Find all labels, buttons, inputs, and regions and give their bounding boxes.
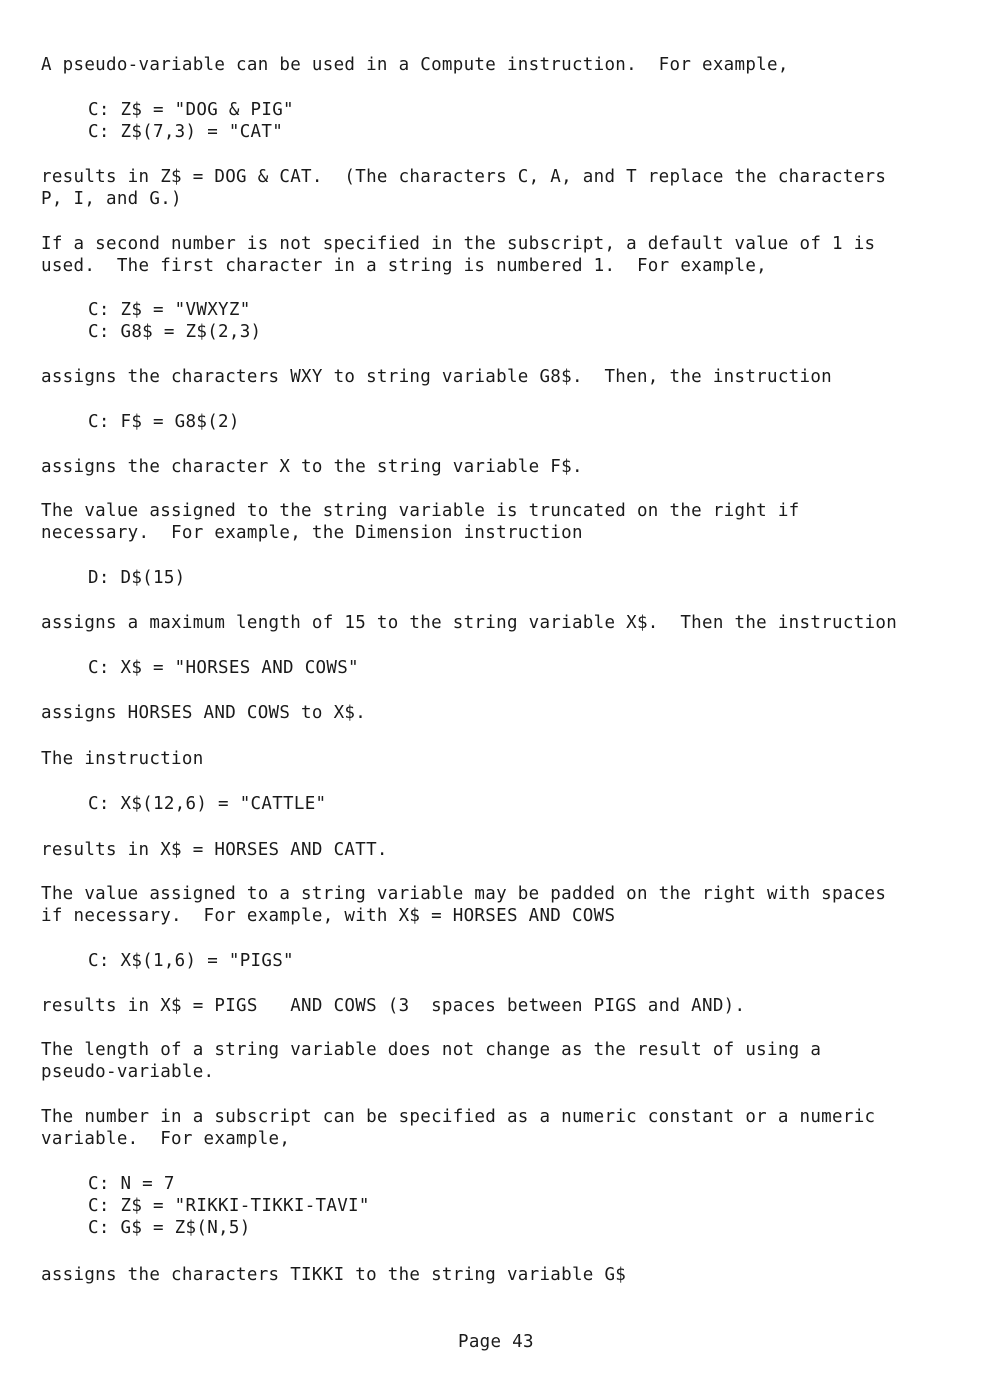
code-line: C: F$ = G8$(2) — [88, 412, 240, 432]
code-line: C: X$(12,6) = "CATTLE" — [88, 794, 327, 814]
text-line: assigns a maximum length of 15 to the string variable X$. Then the instruction — [41, 613, 898, 633]
text-line: If a second number is not specified in the subscript, a default value of 1 is — [41, 234, 876, 254]
page-number: Page 43 — [458, 1332, 534, 1352]
text-line: results in X$ = PIGS AND COWS (3 spaces between PIGS and AND). — [41, 996, 746, 1016]
text-line: results in X$ = HORSES AND CATT. — [41, 840, 388, 860]
code-line: C: N = 7 — [88, 1174, 175, 1194]
code-line: C: G8$ = Z$(2,3) — [88, 322, 262, 342]
code-line: C: X$ = "HORSES AND COWS" — [88, 658, 359, 678]
code-line: C: G$ = Z$(N,5) — [88, 1218, 251, 1238]
text-line: used. The first character in a string is numbered 1. For example, — [41, 256, 768, 276]
text-line: The value assigned to a string variable may be padded on the right with spaces — [41, 884, 887, 904]
text-line: if necessary. For example, with X$ = HORSES AND COWS — [41, 906, 616, 926]
text-line: The number in a subscript can be specified as a numeric constant or a numeric — [41, 1107, 876, 1127]
text-line: assigns HORSES AND COWS to X$. — [41, 703, 367, 723]
text-line: The length of a string variable does not change as the result of using a — [41, 1040, 822, 1060]
code-line: C: Z$ = "RIKKI-TIKKI-TAVI" — [88, 1196, 370, 1216]
text-line: The value assigned to the string variable is truncated on the right if — [41, 501, 800, 521]
text-line: necessary. For example, the Dimension instruction — [41, 523, 583, 543]
code-line: C: Z$(7,3) = "CAT" — [88, 122, 284, 142]
text-line: The instruction — [41, 749, 204, 769]
code-line: C: X$(1,6) = "PIGS" — [88, 951, 294, 971]
text-line: assigns the characters TIKKI to the string variable G$ — [41, 1265, 627, 1285]
text-line: P, I, and G.) — [41, 189, 182, 209]
code-line: D: D$(15) — [88, 568, 186, 588]
text-line: assigns the character X to the string variable F$. — [41, 457, 583, 477]
text-line: variable. For example, — [41, 1129, 291, 1149]
text-line: results in Z$ = DOG & CAT. (The characters C, A, and T replace the characters — [41, 167, 887, 187]
text-line: assigns the characters WXY to string variable G8$. Then, the instruction — [41, 367, 833, 387]
text-line: A pseudo-variable can be used in a Compute instruction. For example, — [41, 55, 789, 75]
code-line: C: Z$ = "DOG & PIG" — [88, 100, 294, 120]
code-line: C: Z$ = "VWXYZ" — [88, 300, 251, 320]
text-line: pseudo-variable. — [41, 1062, 215, 1082]
